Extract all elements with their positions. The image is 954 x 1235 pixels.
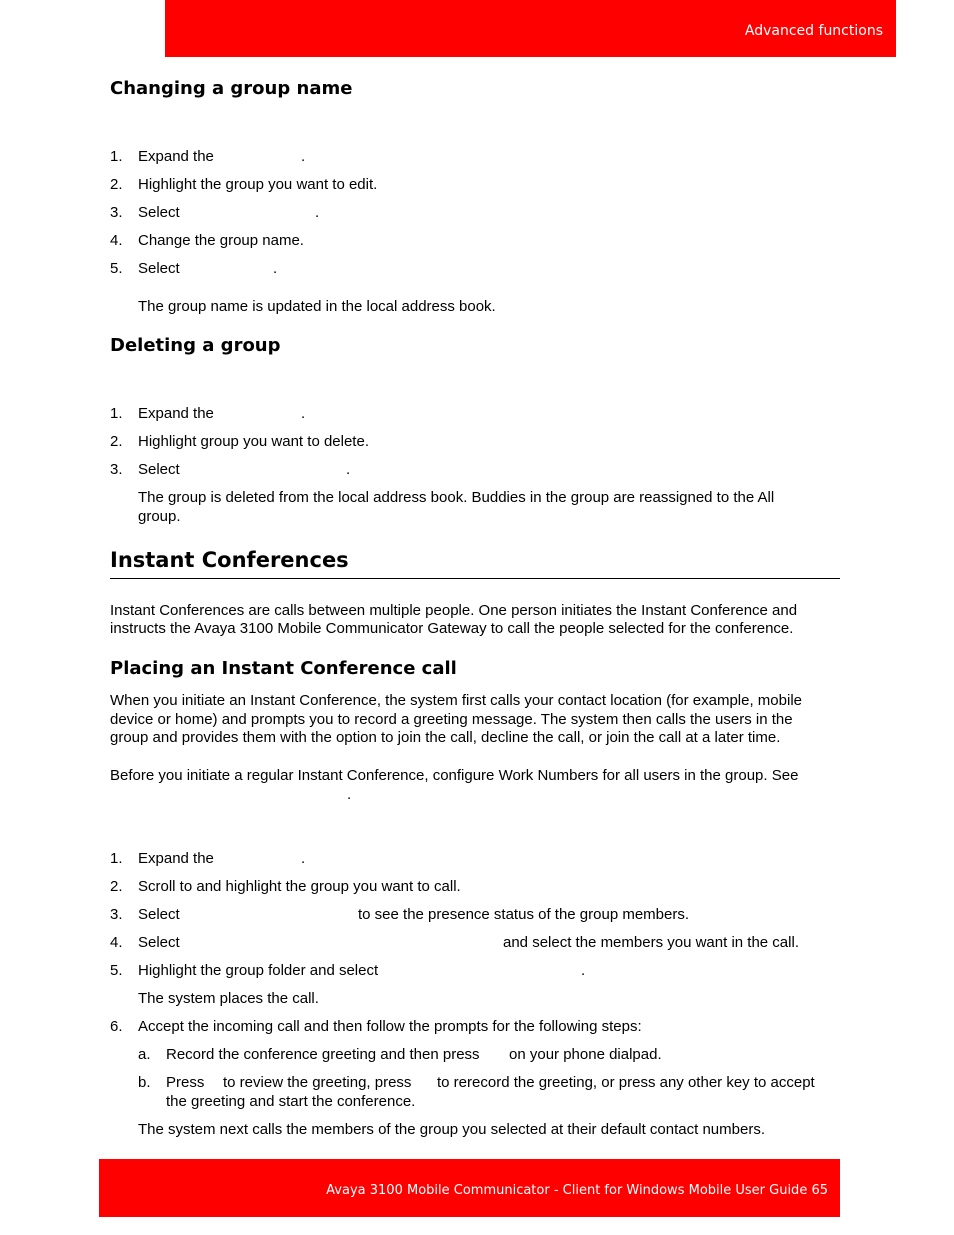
substep-text-end: on your phone dialpad. [509,1046,662,1063]
step-number: 1. [110,405,123,422]
section-divider [110,578,840,579]
substep-text: the greeting and start the conference. [166,1093,416,1110]
step-number: 4. [110,232,123,249]
step-text: Expand the [138,148,214,165]
substep-letter: a. [138,1046,151,1063]
step-text-end: . [315,204,320,221]
step-result: The group name is updated in the local address book. [138,298,496,315]
step-number: 5. [110,260,123,277]
step-number: 1. [110,850,123,867]
final-text: The system next calls the members of the group you selected at their default contact numbers. [138,1121,765,1138]
step-number: 3. [110,461,123,478]
substep-text: to rerecord the greeting, or press any other key to accept [437,1074,815,1091]
paragraph-line: device or home) and prompts you to record a greeting message. The system then calls the users in the [110,711,793,728]
step-number: 1. [110,148,123,165]
paragraph-line: group and provides them with the option to join the call, decline the call, or join the call at a later time. [110,729,781,746]
step-number: 2. [110,433,123,450]
step-text-end: to see the presence status of the group members. [358,906,690,923]
step-number: 4. [110,934,123,951]
heading-placing-call: Placing an Instant Conference call [110,658,457,679]
step-text-end: . [301,405,306,422]
heading-instant-conferences: Instant Conferences [110,548,349,572]
step-text-end: . [273,260,278,277]
footer-page-info: Avaya 3100 Mobile Communicator - Client for Windows Mobile User Guide 65 [326,1183,828,1198]
step-text: Select [138,204,180,221]
step-number: 2. [110,176,123,193]
step-text: Select [138,461,180,478]
step-text-end: . [581,962,586,979]
step-number: 3. [110,204,123,221]
step-text: Highlight group you want to delete. [138,433,369,450]
step-result-line: group. [138,508,181,525]
step-result-line: The group is deleted from the local address book. Buddies in the group are reassigned to the All [138,489,775,506]
step-number: 2. [110,878,123,895]
paragraph-line-end: . [347,786,352,803]
substep-text: Record the conference greeting and then press [166,1046,480,1063]
step-text: Scroll to and highlight the group you want to call. [138,878,461,895]
intro-line: Instant Conferences are calls between multiple people. One person initiates the Instant Conference and [110,602,798,619]
substep-letter: b. [138,1074,151,1091]
heading-changing-group-name: Changing a group name [110,78,353,99]
step-number: 3. [110,906,123,923]
step-text: Change the group name. [138,232,304,249]
header-bar [165,0,896,57]
step-text: Expand the [138,405,214,422]
header-section-title: Advanced functions [744,23,883,39]
substep-text: to review the greeting, press [223,1074,412,1091]
step-text-end: . [346,461,351,478]
paragraph-line: When you initiate an Instant Conference, the system first calls your contact location (for example, mobile [110,692,802,709]
step-text: Select [138,260,180,277]
step-number: 5. [110,962,123,979]
step-text: Highlight the group folder and select [138,962,379,979]
step-result: The system places the call. [138,990,319,1007]
step-text: Select [138,906,180,923]
paragraph-line: Before you initiate a regular Instant Conference, configure Work Numbers for all users in the group. See [110,767,799,784]
step-text: Highlight the group you want to edit. [138,176,378,193]
step-number: 6. [110,1018,123,1035]
heading-deleting-group: Deleting a group [110,335,281,356]
step-text-end: and select the members you want in the call. [503,934,799,951]
step-text-end: . [301,148,306,165]
step-text: Select [138,934,180,951]
substep-text: Press [166,1074,205,1091]
step-text: Expand the [138,850,214,867]
footer-bar [99,1159,840,1217]
step-text: Accept the incoming call and then follow the prompts for the following steps: [138,1018,642,1035]
step-text-end: . [301,850,306,867]
intro-line: instructs the Avaya 3100 Mobile Communicator Gateway to call the people selected for the conference. [110,620,794,637]
